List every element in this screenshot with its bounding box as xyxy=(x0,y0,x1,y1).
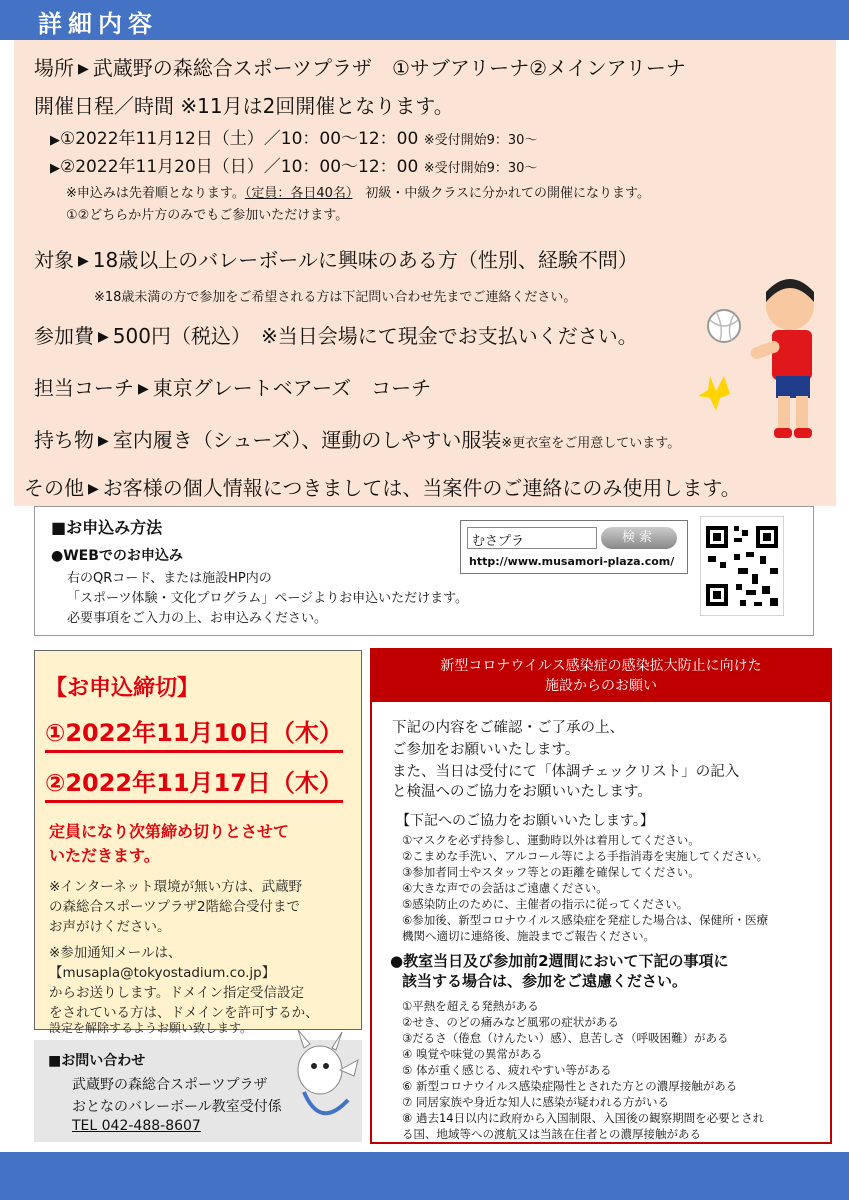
application-box xyxy=(34,506,814,636)
arrow-icon: ▶ xyxy=(98,329,109,345)
coop-item-3: ③参加者同士やスタッフ等との距離を確保してください。 xyxy=(402,865,700,879)
covid-intro-3: また、当日は受付にて「体調チェックリスト」の記入 xyxy=(392,764,740,780)
coop-item-1: ①マスクを必ず持参し、運動時以外は着用してください。 xyxy=(402,833,700,847)
items-row xyxy=(34,424,680,453)
note-1c: 初級・中級クラスに分かれての開催になります。 xyxy=(365,186,650,201)
mail-note-2: からお送りします。ドメイン指定受信設定 xyxy=(49,985,305,1001)
target-row xyxy=(34,244,638,273)
no-internet-note-2: の森総合スポーツプラザ2階総合受付まで xyxy=(49,899,301,915)
coop-item-5: ⑤感染防止のために、主催者の指示に従ってください。 xyxy=(402,897,689,911)
absent-item-5: ⑤ 体が重く感じる、疲れやすい等がある xyxy=(402,1063,612,1077)
note-2: ①②どちらか片方のみでもご参加いただけます。 xyxy=(66,208,349,223)
venue-text: 武蔵野の森総合スポーツプラザ ①サブアリーナ②メインアリーナ xyxy=(92,56,686,80)
arrow-icon: ▶ xyxy=(98,433,109,449)
capacity-note: （定員：各日40名） xyxy=(244,186,353,201)
absent-item-1: ①平熱を超える発熱がある xyxy=(402,999,539,1013)
absent-item-4: ④ 嗅覚や味覚の異常がある xyxy=(402,1047,543,1061)
arrow-icon: ▶ xyxy=(88,481,99,497)
covid-intro-4: と検温へのご協力をお願いいたします。 xyxy=(392,784,652,800)
contact-panel xyxy=(34,1040,362,1142)
coach-row xyxy=(34,372,431,401)
volleyball-player-illustration xyxy=(680,246,830,456)
other-row xyxy=(24,472,741,501)
capacity-text-2: いただきます。 xyxy=(49,846,160,865)
coop-title: 【下記へのご協力をお願いいたします。】 xyxy=(396,813,654,829)
footer-bar xyxy=(0,1152,849,1200)
coach-label: 担当コーチ xyxy=(34,376,134,400)
mail-note-3: をされている方は、ドメインを許可するか、 xyxy=(49,1005,319,1021)
coop-item-7: 機関へ適切に連絡後、施設までご報告ください。 xyxy=(402,929,655,943)
date-1: ①2022年11月12日（土）／10：00〜12：00 xyxy=(60,129,419,149)
contact-tel[interactable]: TEL 042-488-8607 xyxy=(72,1118,201,1134)
date-1-row xyxy=(50,124,537,149)
absent-item-6: ⑥ 新型コロナウイルス感染症陽性とされた方との濃厚接触がある xyxy=(402,1079,738,1093)
deadline-date-2: ②2022年11月17日（木） xyxy=(45,763,343,803)
target-note: ※18歳未満の方で参加をご希望される方は下記問い合わせ先までご連絡ください。 xyxy=(94,290,577,305)
mail-note-1: ※参加通知メールは、 xyxy=(49,945,182,961)
date-2-row xyxy=(50,152,537,177)
absent-item-2: ②せき、のどの痛みなど風邪の症状がある xyxy=(402,1015,619,1029)
contact-title: ■お問い合わせ xyxy=(48,1053,146,1069)
qr-code-icon[interactable] xyxy=(700,516,784,616)
date-2: ②2022年11月20日（日）／10：00〜12：00 xyxy=(60,157,419,177)
note-1a: ※申込みは先着順となります。 xyxy=(66,186,245,201)
no-internet-note-3: お声がけください。 xyxy=(49,919,171,935)
mascot-illustration xyxy=(284,1030,364,1130)
schedule-label: 開催日程／時間 xyxy=(34,94,174,118)
apply-line-2: 「スポーツ体験・文化プログラム」ページよりお申込いただけます。 xyxy=(67,591,469,606)
arrow-icon: ▶ xyxy=(78,253,89,269)
arrow-icon: ▶ xyxy=(50,133,60,148)
details-panel xyxy=(14,40,836,506)
date-2-note: ※受付開始9：30〜 xyxy=(423,161,538,176)
web-apply-title: ●WEBでのお申込み xyxy=(51,548,183,564)
absent-title-2: 該当する場合は、参加をご遠慮ください。 xyxy=(402,972,688,990)
coach-text: 東京グレートベアーズ コーチ xyxy=(152,376,432,400)
section-title: 詳細内容 xyxy=(38,10,158,38)
items-text: 室内履き（シューズ）、運動のしやすい服装 xyxy=(112,428,502,452)
absent-title-1: ●教室当日及び参加前2週間において下記の事項に xyxy=(390,952,729,970)
header-bar xyxy=(0,0,849,40)
fee-row xyxy=(34,320,638,349)
absent-item-3: ③だるさ（倦怠（けんたい）感）、息苦しさ（呼吸困難）がある xyxy=(402,1031,729,1045)
arrow-icon: ▶ xyxy=(138,381,149,397)
coop-item-6: ⑥参加後、新型コロナウイルス感染症を発症した場合は、保健所・医療 xyxy=(402,913,769,927)
absent-item-7: ⑦ 同居家族や身近な知人に感染が疑われる方がいる xyxy=(402,1095,669,1109)
arrow-icon: ▶ xyxy=(50,161,60,176)
target-label: 対象 xyxy=(34,248,74,272)
apply-line-3: 必要事項をご入力の上、お申込みください。 xyxy=(67,611,328,626)
no-internet-note-1: ※インターネット環境が無い方は、武蔵野 xyxy=(49,879,303,895)
deadline-title: 【お申込締切】 xyxy=(45,676,200,701)
deadline-date-1: ①2022年11月10日（木） xyxy=(45,713,343,753)
search-input[interactable]: むさプラ xyxy=(467,527,597,549)
covid-notice-panel xyxy=(370,648,832,1144)
covid-intro-1: 下記の内容をご確認・ご了承の上、 xyxy=(392,720,624,736)
absent-item-8: ⑧ 過去14日以内に政府から入国制限、入国後の観察期間を必要とされ xyxy=(402,1111,765,1125)
mail-address: 【musapla@tokyostadium.co.jp】 xyxy=(49,965,276,981)
fee-label: 参加費 xyxy=(34,324,94,348)
date-1-note: ※受付開始9：30〜 xyxy=(423,133,538,148)
covid-title-bar xyxy=(372,650,830,702)
items-label: 持ち物 xyxy=(34,428,94,452)
apply-line-1: 右のQRコード、または施設HP内の xyxy=(67,571,272,586)
note-1 xyxy=(66,182,650,201)
coop-item-2: ②こまめな手洗い、アルコール等による手指消毒を実施してください。 xyxy=(402,849,769,863)
covid-intro-2: ご参加をお願いいたします。 xyxy=(392,742,580,758)
search-banner xyxy=(460,520,688,574)
search-button[interactable]: 検索 xyxy=(601,527,677,549)
schedule-text: ※11月は2回開催となります。 xyxy=(180,94,454,118)
fee-text: 500円（税込） ※当日会場にて現金でお支払いください。 xyxy=(112,324,638,348)
target-text: 18歳以上のバレーボールに興味のある方（性別、経験不問） xyxy=(92,248,638,272)
deadline-panel xyxy=(34,650,362,1035)
covid-title-2: 施設からのお願い xyxy=(545,678,657,694)
venue-label: 場所 xyxy=(34,56,74,80)
other-text: お客様の個人情報につきましては、当案件のご連絡にのみ使用します。 xyxy=(102,476,741,500)
apply-title: ■お申込み方法 xyxy=(51,518,163,537)
arrow-icon: ▶ xyxy=(78,61,89,77)
absent-item-8-cont: る国、地域等への渡航又は当該在住者との濃厚接触がある xyxy=(402,1127,701,1141)
covid-title-1: 新型コロナウイルス感染症の感染拡大防止に向けた xyxy=(440,658,762,674)
venue-row xyxy=(34,52,686,81)
contact-org: 武蔵野の森総合スポーツプラザ xyxy=(72,1077,268,1093)
coop-item-4: ④大きな声での会話はご遠慮ください。 xyxy=(402,881,608,895)
mail-note-4: 設定を解除するようお願い致します。 xyxy=(49,1021,253,1035)
other-label: その他 xyxy=(24,476,84,500)
schedule-row xyxy=(34,90,454,119)
site-url[interactable]: http://www.musamori-plaza.com/ xyxy=(469,555,675,568)
contact-desk: おとなのバレーボール教室受付係 xyxy=(72,1099,282,1115)
capacity-text-1: 定員になり次第締め切りとさせて xyxy=(49,822,290,841)
items-note: ※更衣室をご用意しています。 xyxy=(501,436,681,451)
